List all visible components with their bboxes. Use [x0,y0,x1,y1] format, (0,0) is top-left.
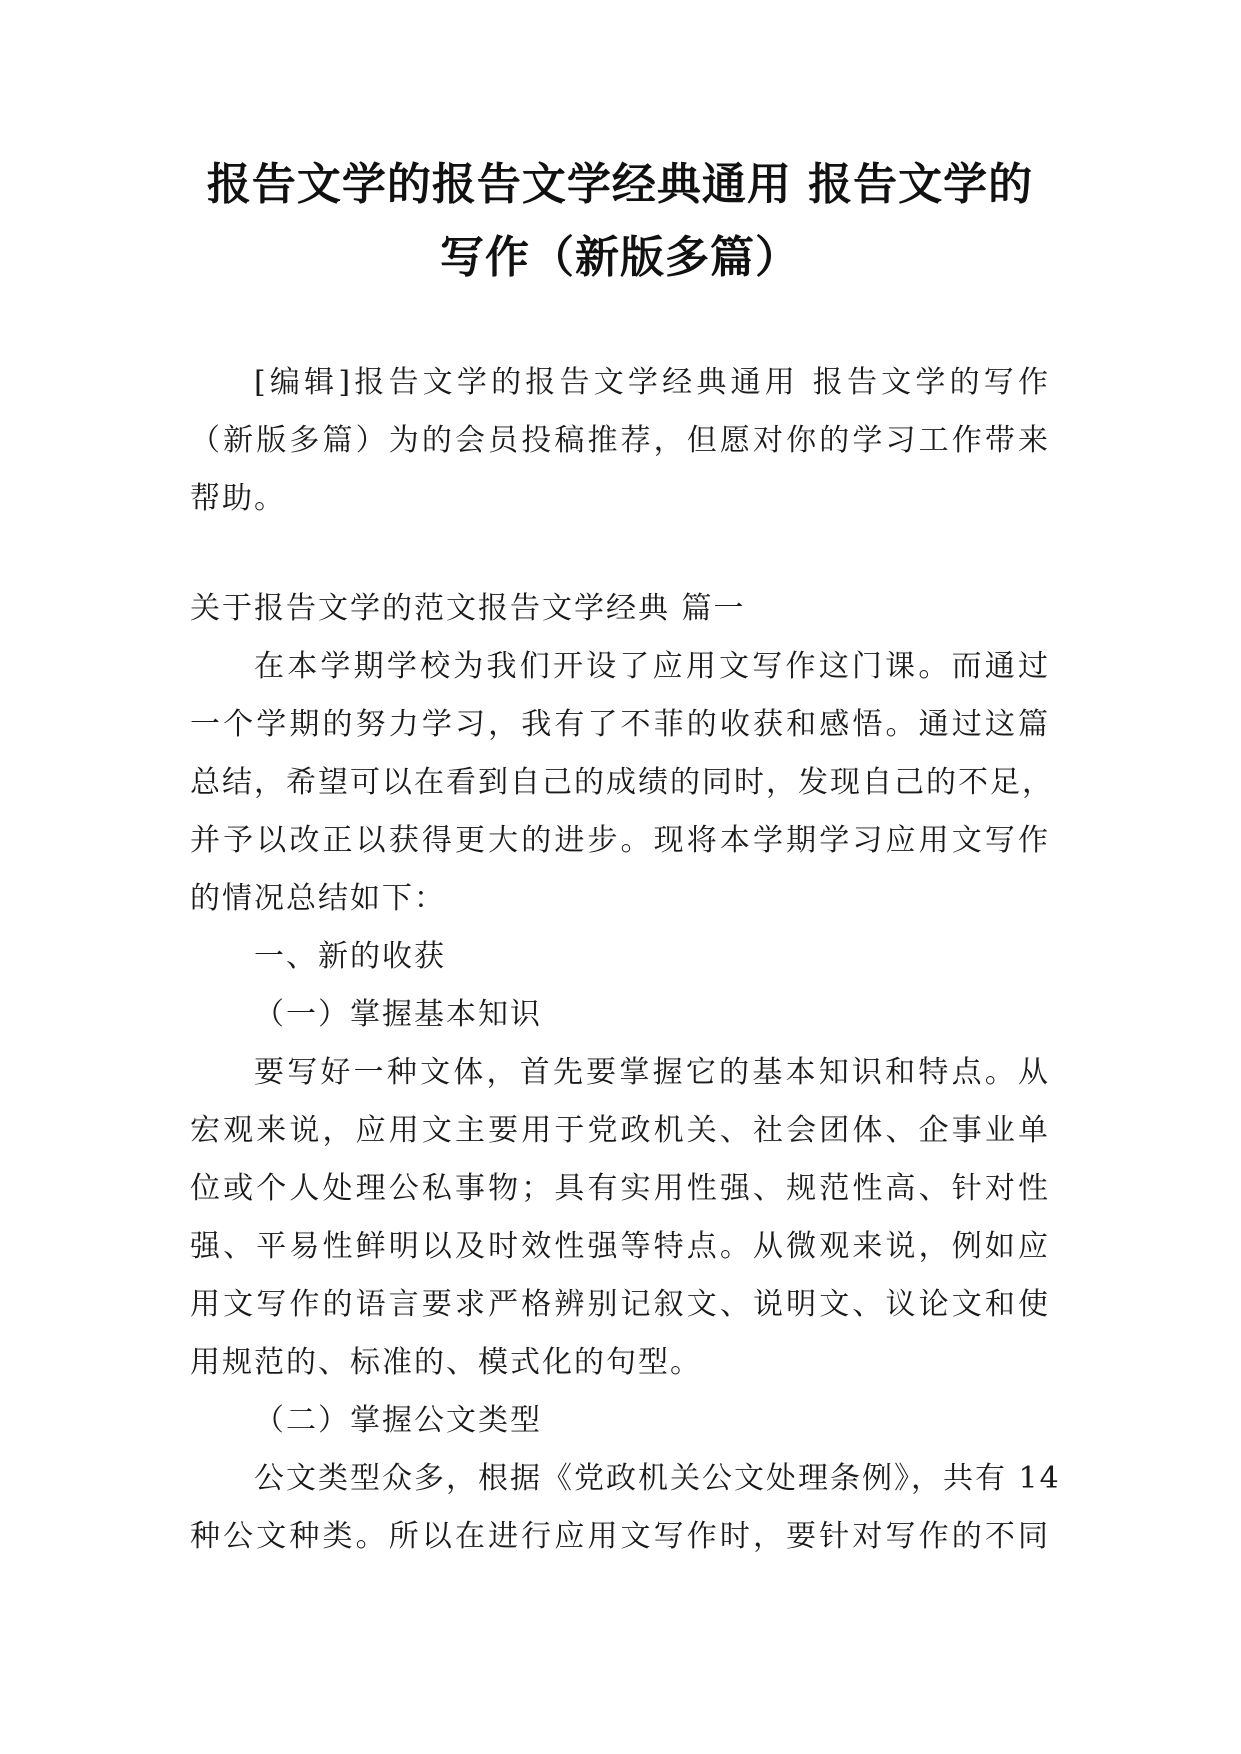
subheading [190,986,1050,1044]
paragraph-line: 并予以改正以获得更大的进步。现将本学期学习应用文写作 [190,823,1050,858]
paragraph-line: 要写好一种文体，首先要掌握它的基本知识和特点。从 [254,1055,1050,1090]
paragraph [190,1044,1050,1392]
intro-line: 帮助。 [190,481,286,516]
paragraph-line: 用规范的、标准的、模式化的句型。 [190,1345,702,1380]
intro-line: （新版多篇）为的会员投稿推荐，但愿对你的学习工作带来 [190,423,1050,458]
paragraph-line: 的情况总结如下： [190,881,446,916]
paragraph-line: 宏观来说，应用文主要用于党政机关、社会团体、企事业单 [190,1113,1050,1148]
subheading-line: 一、新的收获 [254,939,446,974]
subheading-line: （一）掌握基本知识 [254,997,542,1032]
section-heading: 关于报告文学的范文报告文学经典 篇一 [190,591,746,626]
paragraph-line: 在本学期学校为我们开设了应用文写作这门课。而通过 [254,649,1050,684]
subheading [190,928,1050,986]
paragraph-line: 一个学期的努力学习，我有了不菲的收获和感悟。通过这篇 [190,707,1050,742]
paragraph-line: 种公文种类。所以在进行应用文写作时，要针对写作的不同 [190,1519,1050,1554]
intro-paragraph [190,354,1050,528]
paragraph-line: 公文类型众多，根据《党政机关公文处理条例》，共有 14 [254,1461,1061,1496]
paragraph [190,1450,1061,1566]
paragraph [190,638,1054,928]
paragraph-line: 强、平易性鲜明以及时效性强等特点。从微观来说，例如应 [190,1229,1050,1264]
intro-line: [编辑]报告文学的报告文学经典通用 报告文学的写作 [254,365,1050,400]
paragraph-line: 总结，希望可以在看到自己的成绩的同时，发现自己的不足， [190,765,1054,800]
document-title [180,148,1060,294]
title-line-2: 写作（新版多篇） [440,232,800,283]
paragraph-line: 位或个人处理公私事物；具有实用性强、规范性高、针对性 [190,1171,1050,1206]
paragraph-line: 用文写作的语言要求严格辨别记叙文、说明文、议论文和使 [190,1287,1050,1322]
subheading-line: （二）掌握公文类型 [254,1403,542,1438]
title-line-1: 报告文学的报告文学经典通用 报告文学的 [206,159,1034,210]
subheading [190,1392,1050,1450]
article-body [190,580,1061,1566]
